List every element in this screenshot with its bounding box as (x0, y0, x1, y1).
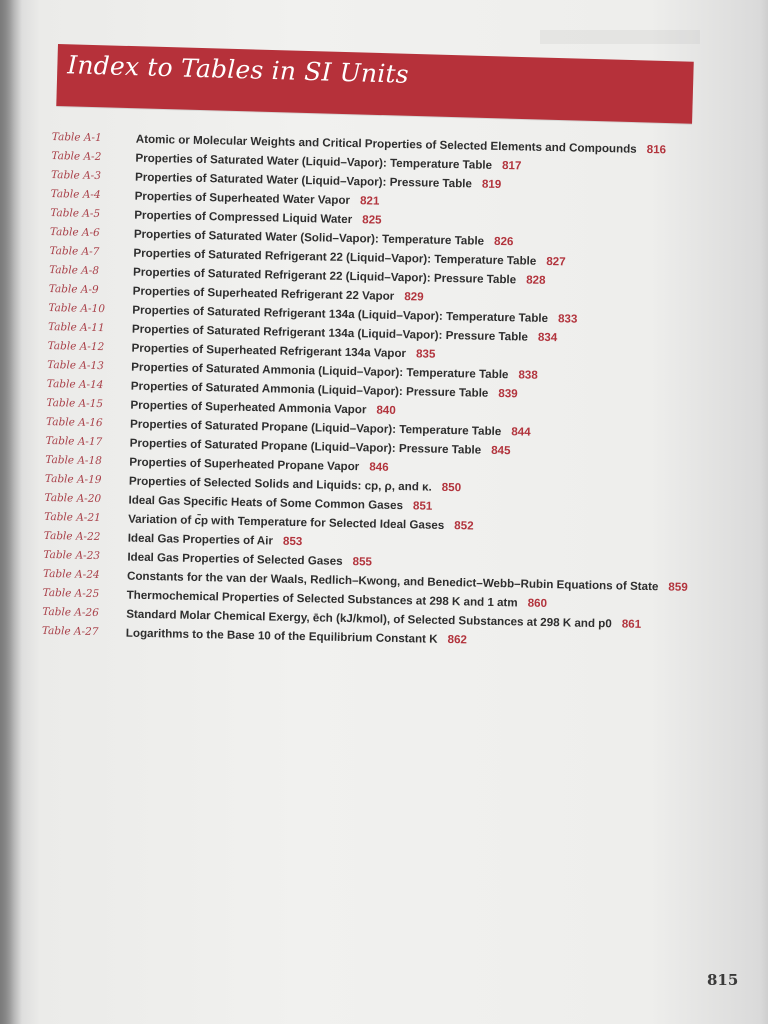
table-title-text: Atomic or Molecular Weights and Critical Properties of Selected Elements and Compounds (135, 132, 637, 156)
table-page-number: 851 (412, 499, 433, 513)
table-label: Table A-12 (47, 339, 105, 354)
table-page-number: 833 (557, 312, 578, 326)
page-title: Index to Tables in SI Units (67, 50, 410, 89)
table-page-number: 827 (546, 254, 566, 269)
table-title-text: Properties of Saturated Ammonia (Liquid–Vapor): Temperature Table (131, 360, 509, 382)
table-page-number: 859 (668, 580, 688, 594)
table-title-text: Constants for the van der Waals, Redlich–Kwong, and Benedict–Webb–Rubin Equations of State (126, 569, 659, 594)
table-title-text: Ideal Gas Specific Heats of Some Common Gases (128, 493, 404, 513)
table-page-number: 853 (282, 534, 303, 549)
table-title-text: Properties of Saturated Propane (Liquid–Vapor): Temperature Table (129, 417, 502, 439)
table-title-text: Properties of Superheated Propane Vapor (129, 455, 360, 474)
table-page-number: 852 (454, 519, 474, 533)
table-index-list (42, 128, 752, 655)
table-page-number: 829 (404, 290, 424, 304)
table-title-text: Ideal Gas Properties of Air (127, 531, 274, 548)
table-label: Table A-15 (46, 396, 104, 411)
table-label: Table A-13 (47, 358, 104, 373)
table-page-number: 828 (526, 273, 546, 287)
table-title-text: Properties of Saturated Ammonia (Liquid–Vapor): Pressure Table (130, 379, 489, 400)
table-page-number: 862 (447, 633, 468, 647)
table-page-number: 844 (511, 425, 531, 439)
title-banner (56, 44, 693, 124)
bleed-through-text (540, 30, 700, 44)
spine-shadow (0, 0, 22, 1024)
table-page-number: 846 (369, 460, 389, 474)
table-title-text: Properties of Saturated Propane (Liquid–Vapor): Pressure Table (129, 436, 482, 457)
table-page-number: 817 (501, 159, 522, 173)
table-label: Table A-25 (42, 586, 100, 601)
table-title-text: Properties of Superheated Refrigerant 22 Vapor (132, 284, 395, 303)
table-label: Table A-14 (46, 377, 104, 392)
table-title-text: Properties of Saturated Water (Liquid–Vapor): Pressure Table (134, 170, 473, 191)
table-label: Table A-10 (48, 301, 106, 316)
table-label: Table A-24 (42, 567, 100, 582)
table-page-number: 839 (498, 387, 518, 401)
table-label: Table A-1 (51, 130, 102, 144)
table-title-text: Properties of Selected Solids and Liquids: cp, ρ, and κ. (128, 474, 432, 494)
table-title-text: Properties of Saturated Refrigerant 22 (Liquid–Vapor): Pressure Table (132, 265, 517, 287)
table-title-text: Thermochemical Properties of Selected Substances at 298 K and 1 atm (126, 588, 518, 610)
table-title-text: Ideal Gas Properties of Selected Gases (127, 550, 343, 568)
table-title-text: Properties of Saturated Refrigerant 134a (Liquid–Vapor): Pressure Table (131, 322, 529, 344)
table-label: Table A-22 (43, 529, 101, 544)
table-title-text: Logarithms to the Base 10 of the Equilibrium Constant K (125, 626, 438, 646)
table-title-text: Standard Molar Chemical Exergy, ēch (kJ/kmol), of Selected Substances at 298 K and p0 (126, 607, 612, 631)
table-label: Table A-20 (44, 491, 102, 506)
table-label: Table A-3 (50, 168, 102, 182)
table-label: Table A-4 (50, 187, 101, 201)
table-title-text: Properties of Saturated Water (Solid–Vapor): Temperature Table (133, 227, 485, 248)
table-title-text: Properties of Saturated Water (Liquid–Vapor): Temperature Table (135, 151, 493, 172)
table-title-text: Properties of Superheated Ammonia Vapor (130, 398, 367, 417)
table-page-number: 834 (537, 330, 558, 345)
table-label: Table A-26 (42, 605, 99, 620)
table-label: Table A-7 (49, 244, 100, 258)
table-label: Table A-19 (44, 472, 102, 487)
table-title-text: Properties of Superheated Water Vapor (134, 189, 351, 207)
table-label: Table A-5 (50, 206, 101, 220)
table-title-text: Variation of c̄p with Temperature for Selected Ideal Gases (128, 512, 445, 532)
table-page-number: 819 (481, 177, 502, 192)
table-page-number: 840 (376, 403, 396, 417)
table-label: Table A-2 (51, 149, 102, 163)
table-label: Table A-23 (43, 548, 101, 563)
table-label: Table A-11 (47, 320, 105, 335)
table-title-text: Properties of Saturated Refrigerant 22 (Liquid–Vapor): Temperature Table (133, 246, 537, 268)
page-number: 815 (707, 971, 739, 989)
table-label: Table A-16 (45, 415, 103, 430)
table-page-number: 860 (527, 596, 548, 611)
table-label: Table A-17 (45, 434, 103, 449)
table-page-number: 845 (491, 443, 511, 458)
table-label: Table A-21 (44, 510, 101, 525)
table-page-number: 855 (352, 555, 373, 569)
table-title-text: Properties of Compressed Liquid Water (134, 208, 353, 227)
table-title-text: Properties of Superheated Refrigerant 134a Vapor (131, 341, 407, 361)
table-page-number: 821 (359, 194, 380, 208)
table-label: Table A-6 (49, 225, 100, 239)
table-title-text: Properties of Saturated Refrigerant 134a (Liquid–Vapor): Temperature Table (132, 303, 549, 325)
table-page-number: 825 (362, 213, 382, 227)
table-label: Table A-18 (45, 453, 103, 468)
table-page-number: 826 (493, 234, 514, 249)
table-label: Table A-9 (48, 282, 99, 296)
table-label: Table A-8 (49, 263, 100, 277)
table-page-number: 816 (646, 142, 667, 157)
table-page-number: 835 (415, 347, 436, 361)
table-page-number: 861 (621, 617, 642, 631)
table-page-number: 850 (441, 480, 462, 495)
table-label: Table A-27 (41, 624, 99, 639)
table-page-number: 838 (518, 368, 538, 382)
